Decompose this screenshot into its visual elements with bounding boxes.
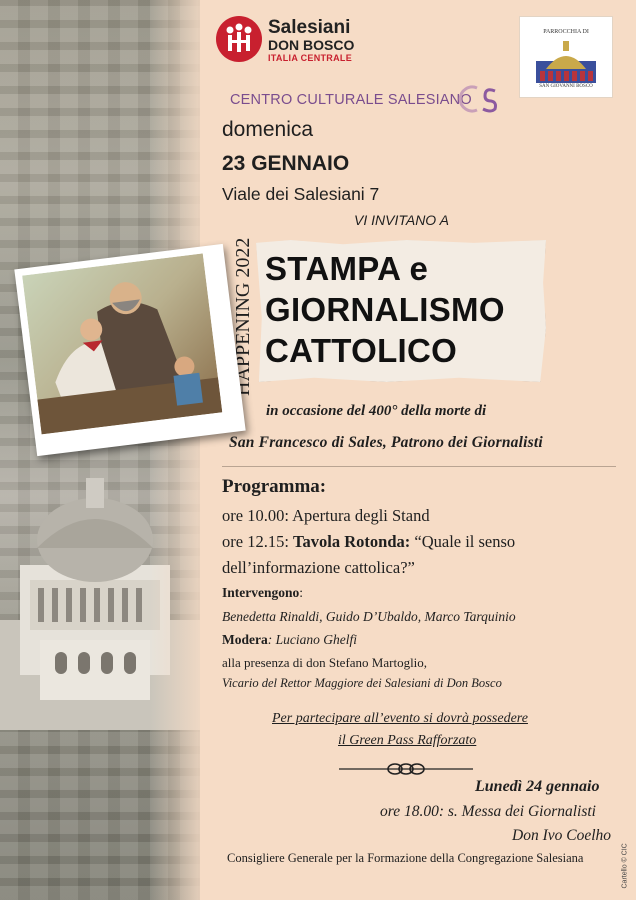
image-credit-text: Cartello © CIC <box>621 843 629 889</box>
programma-item-1-text: Apertura degli Stand <box>288 506 430 525</box>
programma-item-1-time: ore 10.00: <box>222 506 289 525</box>
photo-fade <box>150 0 210 900</box>
parish-logo <box>519 16 613 98</box>
event-address: Viale dei Salesiani 7 <box>222 184 380 204</box>
intervengono-label: Intervengono <box>222 585 300 600</box>
programma-item-2 <box>222 532 515 552</box>
speakers-names: Benedetta Rinaldi, Guido D’Ubaldo, Marco Tarquinio <box>222 609 516 624</box>
painting-illustration <box>22 253 222 434</box>
title-line-2: GIORNALISMO <box>265 291 505 328</box>
centro-culturale-text: CENTRO CULTURALE SALESIANO <box>230 92 472 108</box>
presenza-text: alla presenza di don Stefano Martoglio, <box>222 655 428 670</box>
invite-text: VI INVITANO A <box>354 212 449 228</box>
programma-item-2-bold: Tavola Rotonda: <box>293 532 411 551</box>
intervengono-line <box>222 585 303 601</box>
image-credit <box>618 820 630 890</box>
programma-item-2-text: “Quale il senso <box>410 532 516 551</box>
salesiani-logo <box>216 16 366 66</box>
salesiani-emblem-icon <box>216 16 262 62</box>
logo-text-italia-centrale: ITALIA CENTRALE <box>268 53 352 63</box>
parish-logo-top-text: PARROCCHIA DI <box>543 29 589 35</box>
event-date: 23 GENNAIO <box>222 152 350 175</box>
modera-name: : Luciano Ghelfi <box>267 632 357 647</box>
monday-date: Lunedì 24 gennaio <box>475 778 600 795</box>
intervengono-colon: : <box>299 585 304 600</box>
parish-logo-bottom-text: SAN GIOVANNI BOSCO <box>539 84 593 89</box>
logo-text-don-bosco: DON BOSCO <box>268 37 355 53</box>
celebrant-role: Consigliere Generale per la Formazione della Congregazione Salesiana <box>227 851 584 865</box>
event-day: domenica <box>222 118 314 141</box>
programma-heading: Programma: <box>222 476 327 497</box>
ccs-logo-icon <box>455 84 501 114</box>
programma-item-1 <box>222 506 430 526</box>
green-pass-line-1: Per partecipare all’evento si dovrà possedere <box>272 711 528 726</box>
saint-text: San Francesco di Sales, Patrono dei Giornalisti <box>229 434 543 451</box>
happening-year-label: HAPPENING 2022 <box>232 237 254 396</box>
event-title <box>265 248 505 371</box>
saint-painting <box>14 244 245 456</box>
title-line-1: STAMPA e <box>265 250 429 287</box>
celebrant-name: Don Ivo Coelho <box>512 827 612 844</box>
title-line-3: CATTOLICO <box>265 332 458 369</box>
section-divider <box>222 466 616 467</box>
modera-label: Modera <box>222 632 268 647</box>
vicario-text: Vicario del Rettor Maggiore dei Salesiani di Don Bosco <box>222 676 502 690</box>
green-pass-line-2: il Green Pass Rafforzato <box>338 733 477 748</box>
logo-text-salesiani: Salesiani <box>268 17 351 38</box>
programma-item-2-time: ore 12.15: <box>222 532 294 551</box>
modera-line <box>222 632 357 648</box>
church-icon <box>536 39 596 83</box>
programma-item-2-continued: dell’informazione cattolica?” <box>222 558 415 577</box>
messa-text: ore 18.00: s. Messa dei Giornalisti <box>380 803 596 820</box>
occasion-text: in occasione del 400° della morte di <box>266 403 487 419</box>
ornament-divider <box>339 760 473 778</box>
